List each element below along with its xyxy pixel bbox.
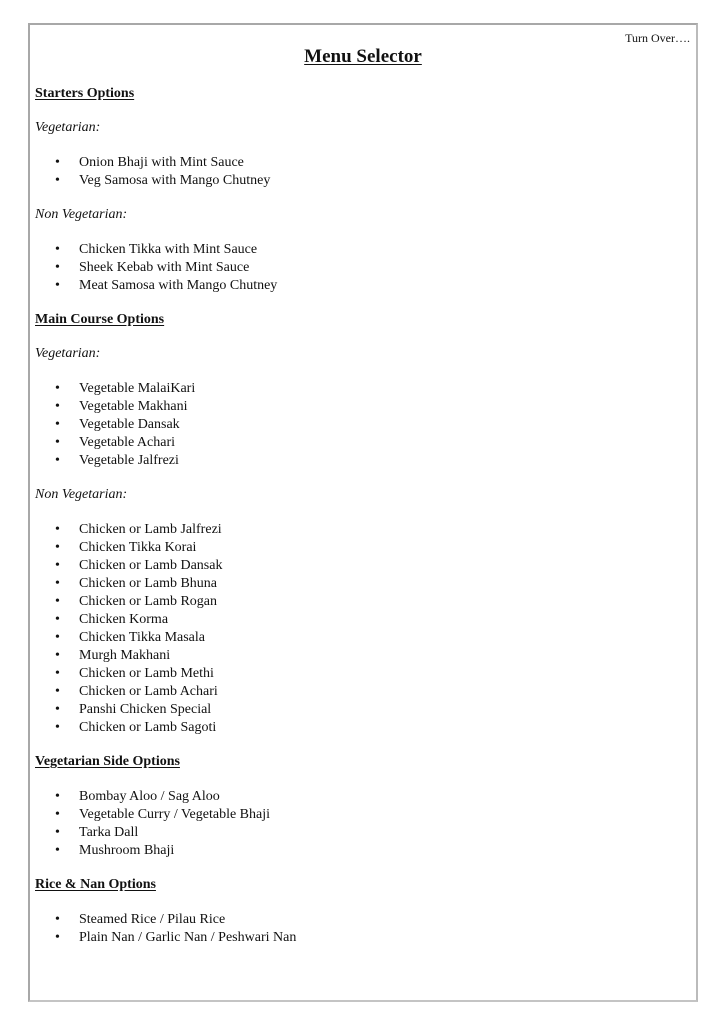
document-page [28, 23, 698, 1002]
menu-item: • Chicken or Lamb Dansak [35, 557, 696, 575]
menu-content [35, 85, 696, 947]
section-heading: Starters Options [35, 86, 135, 101]
menu-item: • Bombay Aloo / Sag Aloo [35, 788, 696, 806]
menu-item: • Chicken or Lamb Methi [35, 665, 696, 683]
menu-section [35, 876, 696, 947]
menu-item: • Panshi Chicken Special [35, 701, 696, 719]
menu-item: • Chicken Korma [35, 611, 696, 629]
menu-item: • Vegetable MalaiKari [35, 380, 696, 398]
menu-item: • Plain Nan / Garlic Nan / Peshwari Nan [35, 929, 696, 947]
section-heading: Main Course Options [35, 312, 165, 327]
menu-item-list [35, 380, 696, 470]
menu-item-list [35, 241, 696, 295]
menu-item: • Chicken or Lamb Rogan [35, 593, 696, 611]
menu-item: • Chicken or Lamb Achari [35, 683, 696, 701]
group-label: Vegetarian: [35, 120, 101, 135]
menu-item: • Sheek Kebab with Mint Sauce [35, 259, 696, 277]
page-title-text: Menu Selector [304, 46, 422, 67]
menu-item: • Vegetable Achari [35, 434, 696, 452]
menu-item: • Chicken or Lamb Jalfrezi [35, 521, 696, 539]
group-label: Vegetarian: [35, 346, 101, 361]
menu-item: • Vegetable Curry / Vegetable Bhaji [35, 806, 696, 824]
menu-item: • Murgh Makhani [35, 647, 696, 665]
section-heading: Rice & Nan Options [35, 877, 156, 892]
page-title [30, 46, 696, 68]
group-label: Non Vegetarian: [35, 207, 128, 222]
menu-item: • Mushroom Bhaji [35, 842, 696, 860]
menu-section [35, 753, 696, 860]
menu-item: • Chicken or Lamb Bhuna [35, 575, 696, 593]
menu-item-list [35, 521, 696, 737]
menu-item: • Meat Samosa with Mango Chutney [35, 277, 696, 295]
menu-item: • Chicken Tikka Masala [35, 629, 696, 647]
menu-item-list [35, 788, 696, 860]
menu-item: • Tarka Dall [35, 824, 696, 842]
menu-section [35, 85, 696, 295]
group-label: Non Vegetarian: [35, 487, 128, 502]
turn-over-note: Turn Over…. [625, 31, 690, 45]
menu-item: • Chicken Tikka with Mint Sauce [35, 241, 696, 259]
menu-item: • Onion Bhaji with Mint Sauce [35, 154, 696, 172]
menu-item: • Veg Samosa with Mango Chutney [35, 172, 696, 190]
menu-item-list [35, 154, 696, 190]
menu-item: • Vegetable Dansak [35, 416, 696, 434]
menu-item: • Chicken or Lamb Sagoti [35, 719, 696, 737]
menu-item-list [35, 911, 696, 947]
menu-item: • Chicken Tikka Korai [35, 539, 696, 557]
section-heading: Vegetarian Side Options [35, 754, 180, 769]
menu-item: • Steamed Rice / Pilau Rice [35, 911, 696, 929]
menu-item: • Vegetable Jalfrezi [35, 452, 696, 470]
menu-item: • Vegetable Makhani [35, 398, 696, 416]
menu-section [35, 311, 696, 737]
